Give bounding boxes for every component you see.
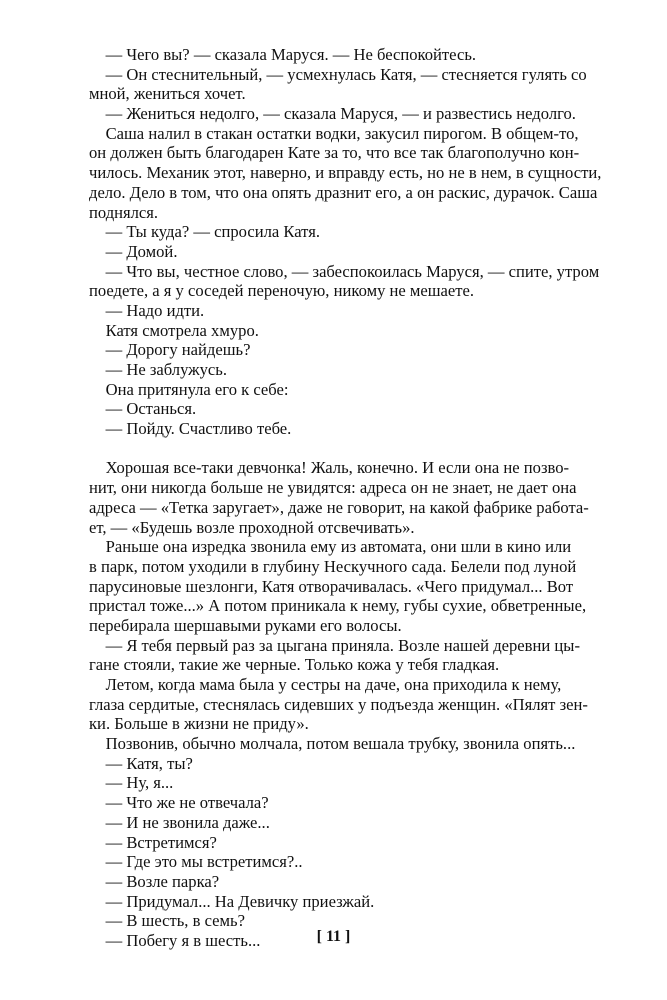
- text-line: — Что вы, честное слово, — забеспокоилась Маруся, — спите, утром: [89, 261, 600, 281]
- text-line: — Встретимся?: [89, 832, 217, 852]
- text-line: поедете, а я у соседей переночую, никому не мешаете.: [89, 281, 475, 301]
- text-line: поднялся.: [89, 202, 159, 222]
- text-line: — Жениться недолго, — сказала Маруся, — и развестись недолго.: [89, 104, 576, 124]
- text-line: он должен быть благодарен Кате за то, что все так благополучно кон-: [89, 143, 580, 163]
- text-line: — Я тебя первый раз за цыгана приняла. Возле нашей деревни цы-: [89, 635, 580, 655]
- text-line: перебирала шершавыми руками его волосы.: [89, 615, 402, 635]
- text-line: нит, они никогда больше не увидятся: адреса он не знает, не дает она: [89, 478, 577, 498]
- text-line: Катя смотрела хмуро.: [89, 320, 259, 340]
- text-line: — Где это мы встретимся?..: [89, 852, 303, 872]
- text-line: — Дорогу найдешь?: [89, 340, 251, 360]
- text-line: — Домой.: [89, 241, 178, 261]
- text-line: ки. Больше в жизни не приду».: [89, 714, 309, 734]
- text-line: пристал тоже...» А потом приникала к нему, губы сухие, обветренные,: [89, 596, 587, 616]
- text-line: гане стояли, такие же черные. Только кожа у тебя гладкая.: [89, 655, 500, 675]
- text-line: дело. Дело в том, что она опять дразнит его, а он раскис, дурачок. Саша: [89, 182, 598, 202]
- text-line: Она притянула его к себе:: [89, 379, 289, 399]
- text-line: чилось. Механик этот, наверно, и вправду есть, но не в нем, в сущности,: [89, 163, 602, 183]
- text-line: — Возле парка?: [89, 871, 220, 891]
- text-line: — Катя, ты?: [89, 753, 193, 773]
- text-line: — Придумал... На Девичку приезжай.: [89, 891, 375, 911]
- text-line: глаза сердитые, стеснялась сидевших у подъезда женщин. «Пялят зен-: [89, 694, 588, 714]
- text-line: — И не звонила даже...: [89, 812, 270, 832]
- text-line: — Останься.: [89, 399, 197, 419]
- text-line: — Не заблужусь.: [89, 360, 227, 379]
- body-text: [89, 45, 602, 951]
- text-line: — Побегу я в шесть...: [89, 930, 261, 950]
- text-line: Позвонив, обычно молчала, потом вешала трубку, звонила опять...: [89, 734, 576, 754]
- text-line: ет, — «Будешь возле проходной отсвечивать».: [89, 517, 415, 537]
- text-line: парусиновые шезлонги, Катя отворачивалась. «Чего придумал... Вот: [89, 576, 574, 596]
- text-line: — Что же не отвечала?: [89, 793, 269, 813]
- text-line: — Он стеснительный, — усмехнулась Катя, — стесняется гулять со: [89, 64, 587, 84]
- text-line: адреса — «Тетка заругает», даже не говорит, на какой фабрике работа-: [89, 497, 589, 517]
- text-line: — Чего вы? — сказала Маруся. — Не беспокойтесь.: [89, 45, 477, 64]
- text-line: Раньше она изредка звонила ему из автомата, они шли в кино или: [89, 537, 572, 557]
- text-line: Саша налил в стакан остатки водки, закусил пирогом. В общем-то,: [89, 123, 579, 143]
- text-line: мной, жениться хочет.: [89, 84, 246, 104]
- section-break: [89, 439, 595, 459]
- text-line: — Ну, я...: [89, 773, 174, 793]
- text-line: — Надо идти.: [89, 300, 205, 320]
- page-number: [ 11 ]: [316, 928, 351, 945]
- text-line: Летом, когда мама была у сестры на даче, она приходила к нему,: [89, 675, 562, 694]
- text-line: — Пойду. Счастливо тебе.: [89, 419, 292, 439]
- text-line: в парк, потом уходили в глубину Нескучного сада. Белели под луной: [89, 556, 577, 576]
- text-line: — В шесть, в семь?: [89, 911, 245, 931]
- text-line: — Ты куда? — спросила Катя.: [89, 222, 320, 242]
- text-line: Хорошая все-таки девчонка! Жаль, конечно. И если она не позво-: [89, 458, 570, 478]
